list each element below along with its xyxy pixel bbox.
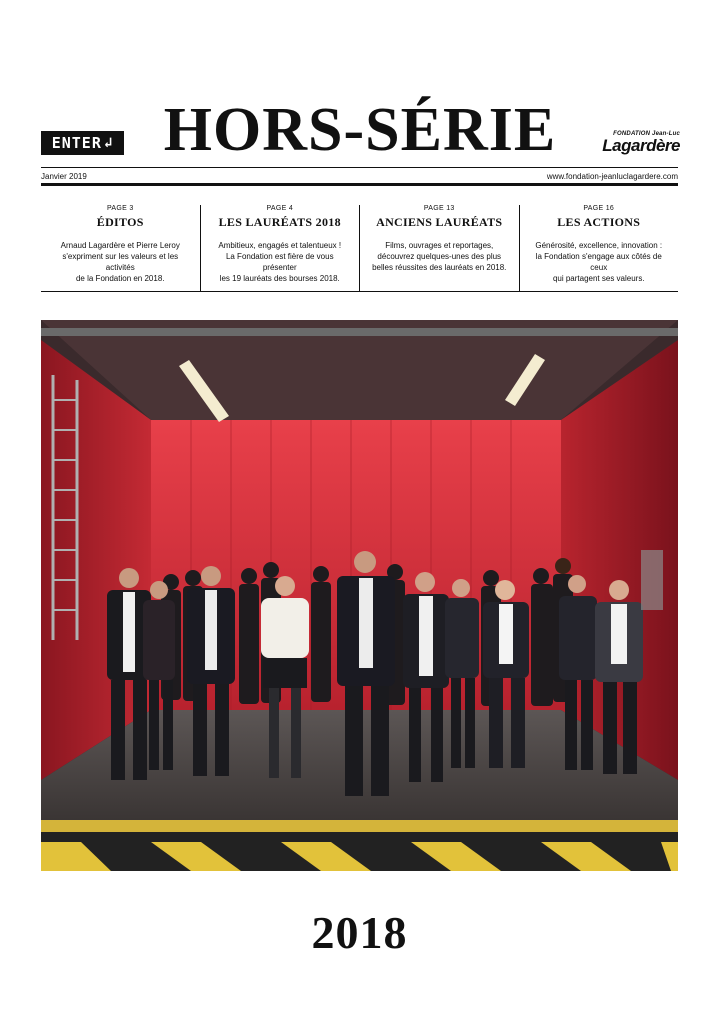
header-rule-thick: [41, 183, 678, 186]
header-rule-top: [41, 167, 678, 168]
fondation-logo-name: Lagardère: [602, 136, 680, 155]
section-description: Ambitieux, engagés et talentueux ! La Fondation est fière de vous présenter les 19 lauréats des bourses 2018.: [218, 241, 342, 283]
enter-arrow-icon: ↲: [103, 135, 114, 151]
section-rule-bottom: [41, 291, 678, 292]
section-description: Films, ouvrages et reportages, découvrez quelques-unes des plus belles réussites des lauréats en 2018.: [372, 241, 507, 272]
section-page: PAGE 4: [266, 205, 294, 212]
section-editos[interactable]: [41, 205, 201, 291]
section-anciens-laureats[interactable]: [360, 205, 520, 291]
masthead-title: HORS-SÉRIE: [163, 96, 557, 164]
issue-date: Janvier 2019: [41, 172, 87, 181]
section-laureats-2018[interactable]: [201, 205, 361, 291]
fondation-logo: [588, 131, 680, 159]
year-title: 2018: [311, 907, 408, 958]
section-page: PAGE 13: [423, 205, 455, 212]
section-title: LES LAURÉATS 2018: [218, 215, 341, 229]
enter-logo-text: ENTER: [51, 134, 102, 152]
section-title: ANCIENS LAURÉATS: [376, 215, 503, 229]
section-index: [41, 205, 678, 291]
section-title: LES ACTIONS: [557, 215, 641, 229]
group-photo: [41, 320, 678, 871]
section-page: PAGE 3: [106, 205, 134, 212]
fondation-logo-small: FONDATION Jean-Luc: [613, 131, 680, 137]
website-url[interactable]: www.fondation-jeanluclagardere.com: [546, 172, 678, 181]
section-actions[interactable]: [520, 205, 679, 291]
section-page: PAGE 16: [583, 205, 615, 212]
section-title: ÉDITOS: [96, 215, 144, 229]
section-description: Arnaud Lagardère et Pierre Leroy s'expriment sur les valeurs et les activités de la Fondation en 2018.: [60, 241, 180, 283]
enter-logo: [41, 131, 124, 155]
section-description: Générosité, excellence, innovation : la Fondation s'engage aux côtés de ceux qui partagent ses valeurs.: [535, 241, 663, 283]
group-photo-illustration: [41, 320, 678, 871]
